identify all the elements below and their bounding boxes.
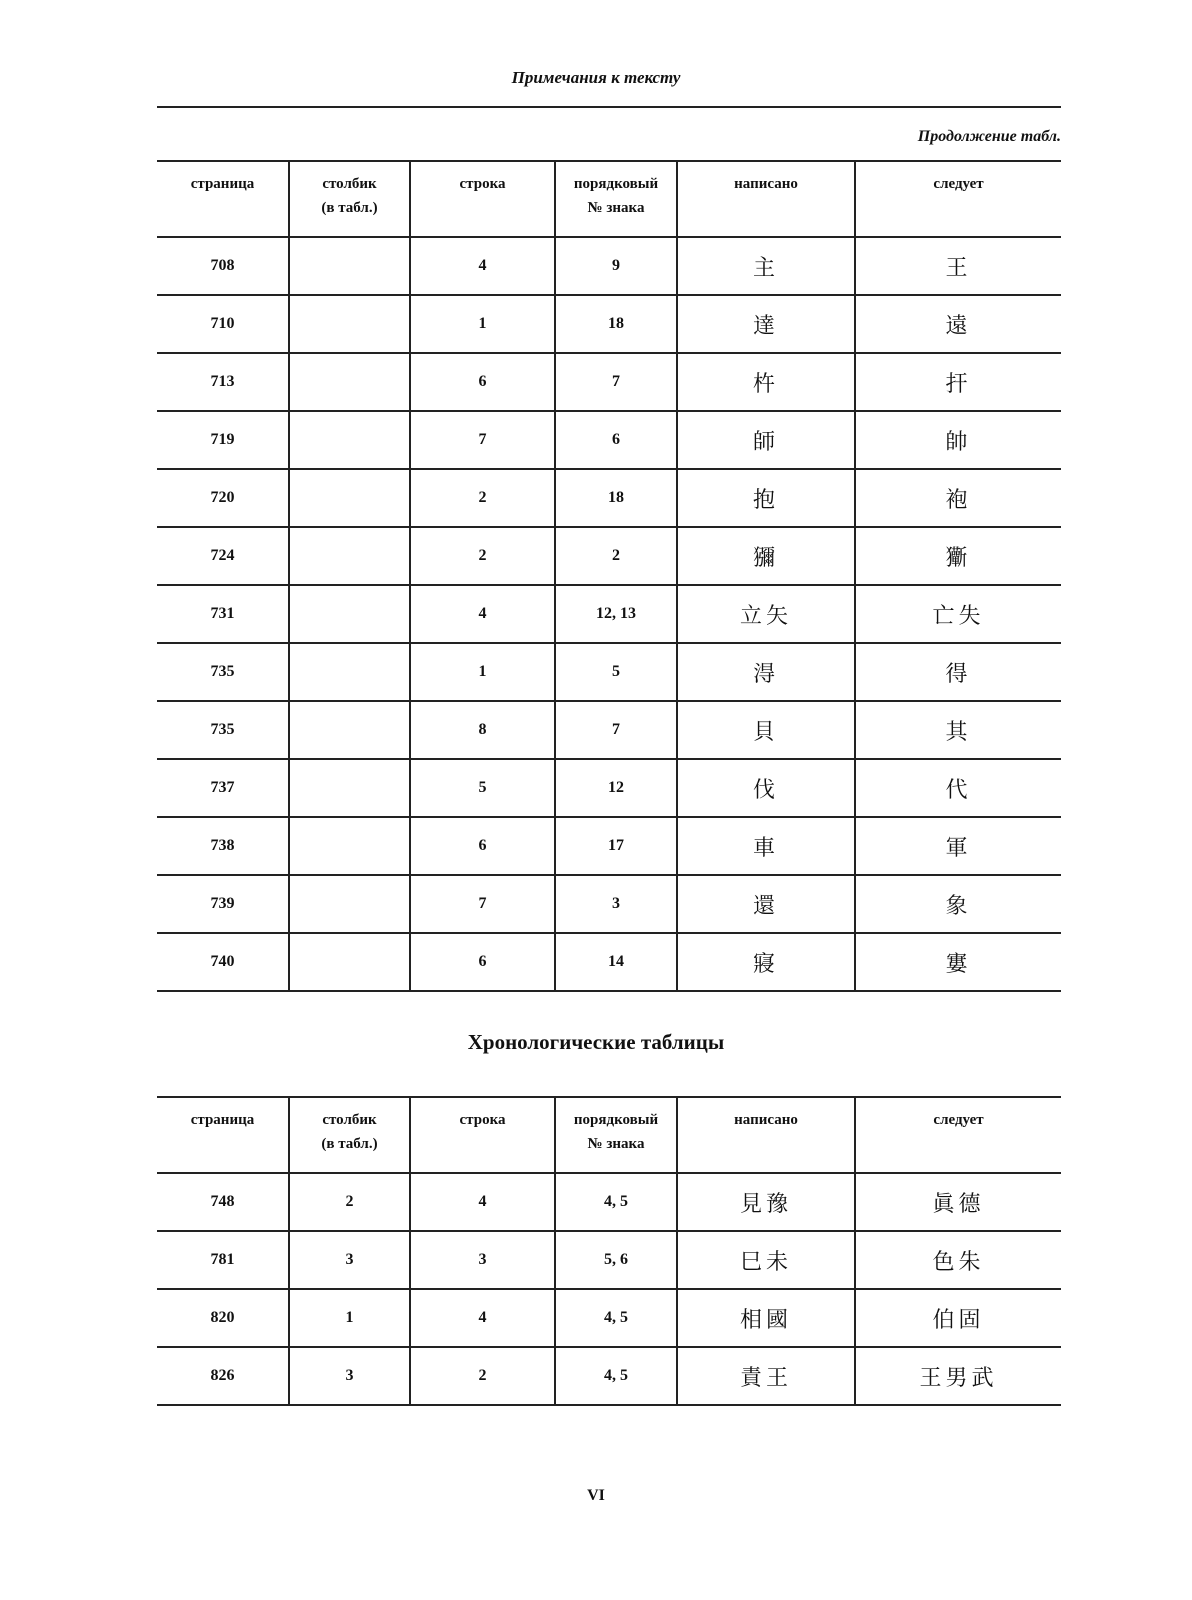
col-header-should-be [855, 161, 1061, 237]
cell-page: 710 [210, 315, 235, 332]
cell-written: 杵 [677, 353, 855, 411]
cell-line: 1 [410, 295, 555, 353]
cell-page: 739 [210, 895, 235, 912]
col-header-page [157, 161, 289, 237]
errata-table-body [157, 237, 1061, 991]
cell-page: 713 [210, 373, 235, 390]
cell-column [289, 295, 410, 353]
cell-should-be: 玂 [855, 527, 1061, 585]
cell-should-be: 眞德 [855, 1173, 1061, 1231]
table-row [157, 875, 1061, 933]
cell-should-be: 色朱 [855, 1231, 1061, 1289]
col-header-column [289, 1097, 410, 1173]
cell-written: 相國 [677, 1289, 855, 1347]
cell-page: 719 [210, 431, 235, 448]
table-row [157, 353, 1061, 411]
cell-should-be: 得 [855, 643, 1061, 701]
section-title: Хронологические таблицы [467, 1030, 725, 1054]
cell-column: 3 [289, 1347, 410, 1405]
col-header-line: порядковый [573, 176, 659, 192]
table-row [157, 1289, 1061, 1347]
cell-column: 3 [289, 1231, 410, 1289]
table-row [157, 759, 1061, 817]
col-header-subline: № знака [587, 1136, 645, 1152]
cell-char-number: 3 [555, 875, 677, 933]
cell-page: 781 [210, 1251, 235, 1268]
cell-column [289, 817, 410, 875]
col-header-line: страница [190, 1112, 255, 1128]
cell-written: 立矢 [677, 585, 855, 643]
col-header-line: столбик [322, 176, 377, 192]
cell-page: 748 [210, 1193, 235, 1210]
cell-should-be: 扞 [855, 353, 1061, 411]
table-row [157, 1347, 1061, 1405]
col-header-should-be [855, 1097, 1061, 1173]
cell-written: 還 [677, 875, 855, 933]
cell-line: 4 [410, 585, 555, 643]
errata-table [157, 160, 1061, 992]
chronology-table-body [157, 1173, 1061, 1405]
cell-written: 淂 [677, 643, 855, 701]
table-header-row [157, 1097, 1061, 1173]
col-header-column [289, 161, 410, 237]
header-rule [157, 106, 1061, 108]
cell-written: 師 [677, 411, 855, 469]
cell-char-number: 14 [555, 933, 677, 991]
cell-line: 6 [410, 353, 555, 411]
cell-line: 3 [410, 1231, 555, 1289]
cell-written: 獼 [677, 527, 855, 585]
col-header-line [410, 161, 555, 237]
page-number: VI [587, 1487, 605, 1504]
cell-char-number: 4, 5 [555, 1173, 677, 1231]
continuation-label: Продолжение табл. [917, 128, 1061, 145]
cell-char-number: 5 [555, 643, 677, 701]
cell-line: 2 [410, 1347, 555, 1405]
table-header-row [157, 161, 1061, 237]
cell-written: 主 [677, 237, 855, 295]
cell-should-be: 代 [855, 759, 1061, 817]
cell-should-be: 亡失 [855, 585, 1061, 643]
cell-char-number: 4, 5 [555, 1347, 677, 1405]
cell-column: 1 [289, 1289, 410, 1347]
cell-line: 7 [410, 875, 555, 933]
table-row [157, 527, 1061, 585]
cell-written: 車 [677, 817, 855, 875]
table-row [157, 585, 1061, 643]
cell-should-be: 伯固 [855, 1289, 1061, 1347]
cell-column [289, 875, 410, 933]
col-header-page [157, 1097, 289, 1173]
cell-char-number: 7 [555, 701, 677, 759]
cell-char-number: 9 [555, 237, 677, 295]
cell-should-be: 遠 [855, 295, 1061, 353]
cell-column [289, 759, 410, 817]
table-row [157, 411, 1061, 469]
col-header-char-no [555, 161, 677, 237]
cell-char-number: 7 [555, 353, 677, 411]
cell-line: 7 [410, 411, 555, 469]
col-header-subline: (в табл.) [321, 1136, 378, 1152]
cell-line: 4 [410, 1289, 555, 1347]
cell-should-be: 軍 [855, 817, 1061, 875]
col-header-subline: № знака [587, 200, 645, 216]
cell-should-be: 寠 [855, 933, 1061, 991]
table-row [157, 1173, 1061, 1231]
cell-column [289, 527, 410, 585]
cell-column [289, 353, 410, 411]
table-row [157, 643, 1061, 701]
table-row [157, 1231, 1061, 1289]
cell-char-number: 5, 6 [555, 1231, 677, 1289]
cell-written: 寢 [677, 933, 855, 991]
cell-char-number: 18 [555, 295, 677, 353]
cell-page: 720 [210, 489, 235, 506]
cell-line: 2 [410, 527, 555, 585]
col-header-subline: (в табл.) [321, 200, 378, 216]
col-header-line [410, 1097, 555, 1173]
col-header-line: столбик [322, 1112, 377, 1128]
cell-written: 伐 [677, 759, 855, 817]
table-row [157, 295, 1061, 353]
cell-page: 826 [210, 1367, 235, 1384]
cell-page: 735 [210, 663, 235, 680]
cell-line: 5 [410, 759, 555, 817]
cell-page: 724 [210, 547, 235, 564]
cell-line: 8 [410, 701, 555, 759]
table-row [157, 701, 1061, 759]
cell-line: 2 [410, 469, 555, 527]
col-header-written [677, 1097, 855, 1173]
cell-written: 見豫 [677, 1173, 855, 1231]
cell-written: 巳未 [677, 1231, 855, 1289]
cell-column [289, 411, 410, 469]
col-header-line: строка [459, 1112, 506, 1128]
cell-written: 貝 [677, 701, 855, 759]
cell-line: 4 [410, 1173, 555, 1231]
col-header-char-no [555, 1097, 677, 1173]
col-header-line: следует [933, 1112, 984, 1128]
col-header-line: страница [190, 176, 255, 192]
cell-column [289, 933, 410, 991]
cell-char-number: 17 [555, 817, 677, 875]
cell-char-number: 4, 5 [555, 1289, 677, 1347]
cell-written: 責王 [677, 1347, 855, 1405]
cell-column: 2 [289, 1173, 410, 1231]
cell-page: 740 [210, 953, 235, 970]
cell-should-be: 象 [855, 875, 1061, 933]
col-header-written [677, 161, 855, 237]
cell-page: 708 [210, 257, 235, 274]
cell-should-be: 王男武 [855, 1347, 1061, 1405]
col-header-line: написано [734, 176, 798, 192]
cell-line: 4 [410, 237, 555, 295]
cell-should-be: 其 [855, 701, 1061, 759]
cell-line: 6 [410, 933, 555, 991]
cell-page: 820 [210, 1309, 235, 1326]
cell-char-number: 2 [555, 527, 677, 585]
table-row [157, 817, 1061, 875]
cell-should-be: 帥 [855, 411, 1061, 469]
col-header-line: следует [933, 176, 984, 192]
cell-column [289, 469, 410, 527]
cell-page: 737 [210, 779, 235, 796]
cell-column [289, 701, 410, 759]
table-row [157, 469, 1061, 527]
cell-column [289, 237, 410, 295]
cell-written: 抱 [677, 469, 855, 527]
cell-page: 738 [210, 837, 235, 854]
cell-column [289, 643, 410, 701]
cell-char-number: 12, 13 [555, 585, 677, 643]
table-row [157, 933, 1061, 991]
table-row [157, 237, 1061, 295]
chronology-errata-table [157, 1096, 1061, 1406]
col-header-line: порядковый [573, 1112, 659, 1128]
cell-line: 6 [410, 817, 555, 875]
cell-char-number: 18 [555, 469, 677, 527]
cell-page: 731 [210, 605, 235, 622]
cell-column [289, 585, 410, 643]
cell-line: 1 [410, 643, 555, 701]
cell-page: 735 [210, 721, 235, 738]
col-header-line: написано [734, 1112, 798, 1128]
col-header-line: строка [459, 176, 506, 192]
cell-char-number: 12 [555, 759, 677, 817]
running-head: Примечания к тексту [511, 68, 681, 87]
cell-should-be: 王 [855, 237, 1061, 295]
cell-should-be: 袍 [855, 469, 1061, 527]
cell-char-number: 6 [555, 411, 677, 469]
cell-written: 達 [677, 295, 855, 353]
